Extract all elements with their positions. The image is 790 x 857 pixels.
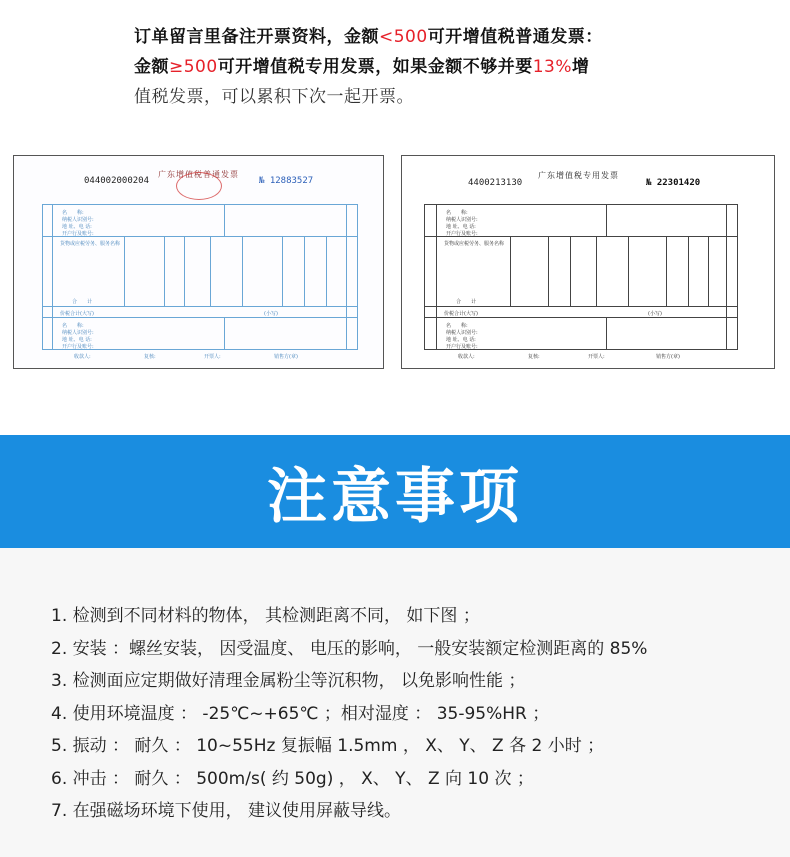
invoice-number: № 12883527 xyxy=(259,176,314,186)
list-item: 1. 检测到不同材料的物体， 其检测距离不同， 如下图 ； xyxy=(51,606,480,626)
list-item: 2. 安装 ：螺丝安装， 因受温度、 电压的影响， 一般安装额定检测距离的 85% xyxy=(51,638,648,659)
notes-section xyxy=(0,548,790,857)
notes-list xyxy=(51,600,647,828)
invoice-code: 044002000204 xyxy=(84,176,150,186)
notice-line-1-text-b: 可开增值税普通发票： xyxy=(427,27,603,47)
notice-amount-threshold-high: ≥500 xyxy=(169,57,218,77)
notice-line-3-text: 值税发票，可以累积下次一起开票。 xyxy=(134,87,414,107)
normal-invoice-image: 044002000204 广东增值税普通发票 № 12883527 名 称: 纳税人识别号: 地 址、电 话: 开户行及账号: 货物或应税劳务、服务名称 合 计 价税合计(大写) (小写) 名 称: 纳税人识别号: 地 址、电 话: 开户行及账号: 收款人: 复核: 开票人: 销售方(章) xyxy=(13,155,384,369)
notice-line-3 xyxy=(134,82,694,112)
list-item: 4. 使用环境温度 ： -25℃~+65℃ ；相对湿度 ： 35-95%HR ； xyxy=(51,703,550,724)
list-item: 3. 检测面应定期做好清理金属粉尘等沉积物， 以免影响性能 ； xyxy=(51,671,526,691)
notice-line-2-text-c: 增 xyxy=(572,57,590,77)
notice-line-1 xyxy=(134,22,694,52)
list-item: 6. 冲击 ： 耐久 ： 500m/s( 约 50g) ， X、 Y、 Z 向 10 次 ； xyxy=(51,768,534,789)
list-item: 7. 在强磁场环境下使用， 建议使用屏蔽导线。 xyxy=(51,801,402,821)
special-invoice-image: 4400213130 广东增值税专用发票 № 22301420 名 称: 纳税人识别号: 地 址、电 话: 开户行及账号: 货物或应税劳务、服务名称 合 计 价税合计(大写) (小写) 名 称: 纳税人识别号: 地 址、电 话: 开户行及账号: 收款人: 复核: 开票人: 销售方(章) xyxy=(401,155,775,369)
invoice-title: 广东增值税普通发票 xyxy=(158,170,239,179)
notes-banner xyxy=(0,435,790,548)
invoice-notice xyxy=(134,22,694,112)
notice-line-1-text-a: 订单留言里备注开票资料，金额 xyxy=(134,27,379,47)
banner-title: 注意事项 xyxy=(267,461,523,532)
notice-tax-rate: 13% xyxy=(532,57,572,77)
notice-line-2-text-b: 可开增值税专用发票，如果金额不够并要 xyxy=(217,57,533,77)
notice-line-2 xyxy=(134,52,694,82)
tax-seal-stamp xyxy=(176,172,222,200)
list-item: 5. 振动 ： 耐久 ： 10~55Hz 复振幅 1.5mm ， X、 Y、 Z 各 2 小时 ； xyxy=(51,736,605,756)
notice-amount-threshold-low: <500 xyxy=(379,27,428,47)
invoice-number: № 22301420 xyxy=(646,178,701,188)
notice-line-2-text-a: 金额 xyxy=(134,57,169,77)
invoice-title: 广东增值税专用发票 xyxy=(538,171,619,180)
invoice-code: 4400213130 xyxy=(468,178,523,188)
